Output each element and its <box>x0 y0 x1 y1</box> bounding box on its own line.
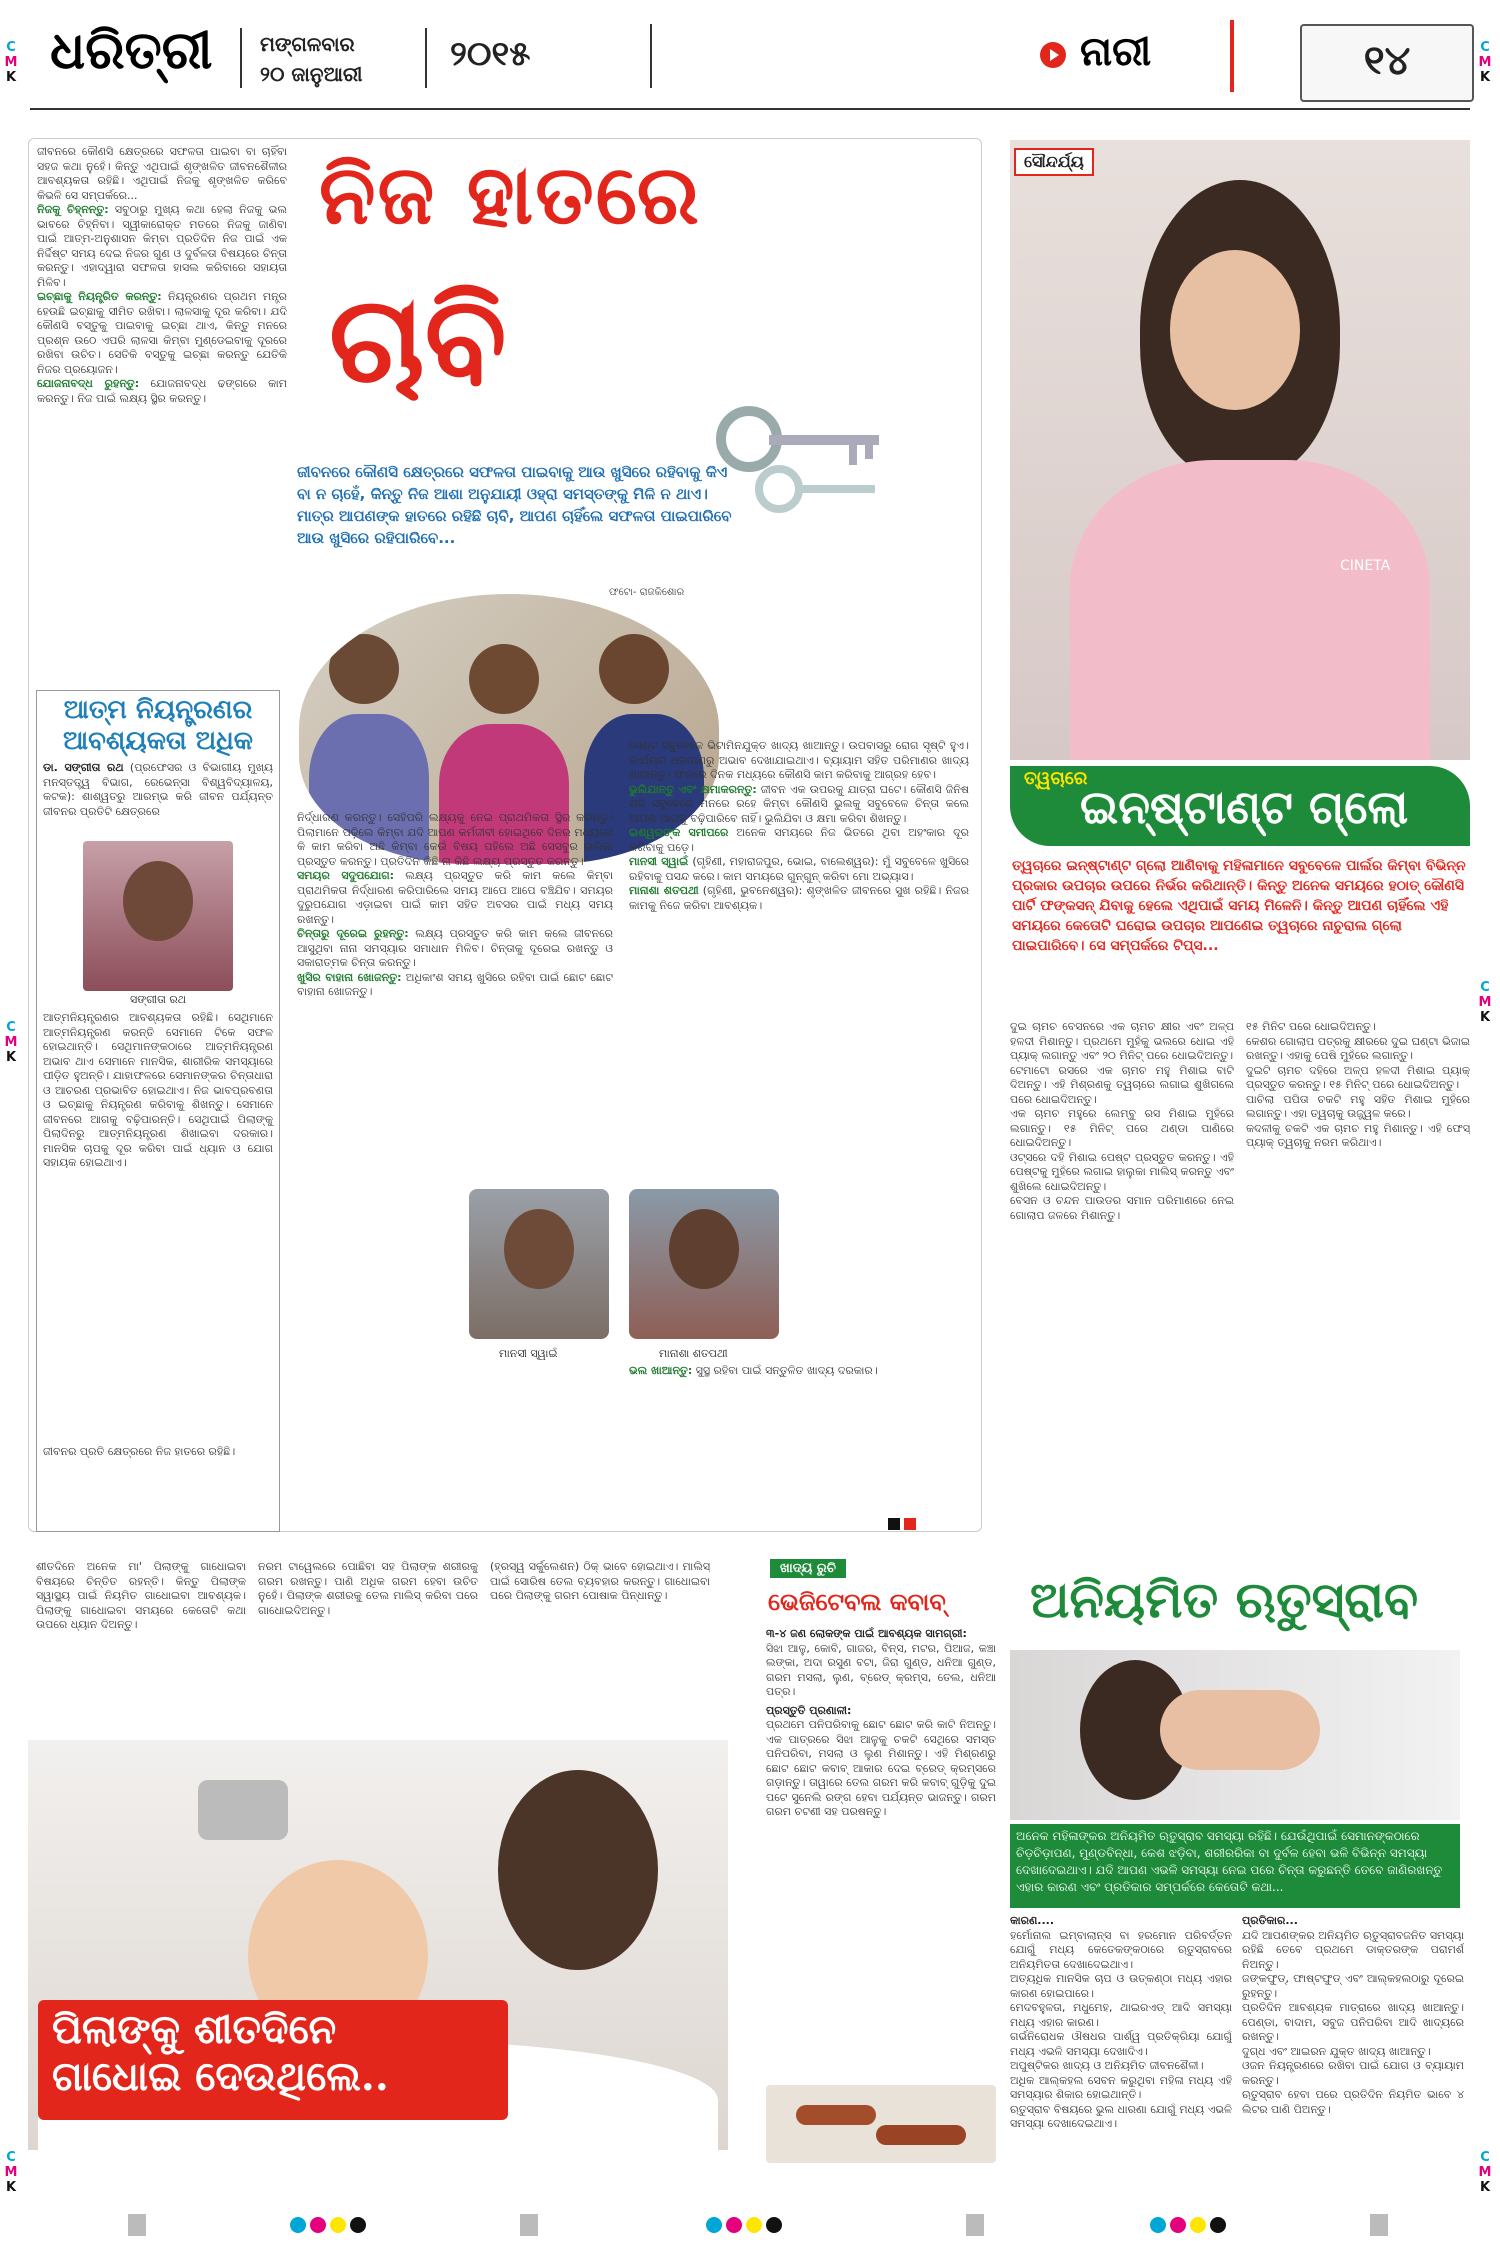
issue-year: ୨୦୧୫ <box>450 34 531 74</box>
watermark-text: CINETA <box>1340 558 1391 574</box>
main-headline-line1: ନିଜ ହାତରେ <box>319 147 701 243</box>
newspaper-logo: ଧରିତ୍ରୀ <box>50 20 213 81</box>
masthead <box>30 20 1470 100</box>
main-story-col1: ଜୀବନରେ କୌଣସି କ୍ଷେତ୍ରରେ ସଫଳତା ପାଇବା ବା ଚାହିଁବା ସହଜ କଥା ନୁହେଁ। କିନ୍ତୁ ଏଥିପାଇଁ ଶୃଙ୍ଖଳିତ ଜୀବନଶୈଳୀର ଆବଶ୍ୟକତା ରହିଛି। ଏଥିପାଇଁ ନିଜକୁ ଶୃଙ୍ଖଳିତ କରିବେ କିଭଳି ସେ ସମ୍ପର୍କରେ... ନିଜକୁ ଚିହ୍ନନ୍ତୁ: ସବୁଠାରୁ ମୁଖ୍ୟ କଥା ହେଲା ନିଜକୁ ଭଲ ଭାବରେ ଚିହ୍ନିବା। ସ୍ୱୀକାରୋକ୍ତ ମତରେ ନିଜକୁ ଜାଣିବା ପାଇଁ ଆତ୍ମ-ଅନୁଶାସନ କିମ୍ବା ପ୍ରତିଦିନ ନିଜ ପାଇଁ ଏକ ନିର୍ଦ୍ଦିଷ୍ଟ ସମୟ ଦେଇ ନିଜର ଗୁଣ ଓ ଦୁର୍ବଳତା ବିଷୟରେ ଚିନ୍ତା କରନ୍ତୁ। ଏହାଦ୍ୱାରା ସଫଳତା ହାସଲ କରିବାରେ ସହାୟତା ମିଳିବ। ଇଚ୍ଛାକୁ ନିୟନ୍ତ୍ରିତ କରନ୍ତୁ: ନିୟନ୍ତ୍ରଣର ପ୍ରଥମ ମନ୍ତ୍ର ହେଉଛି ଇଚ୍ଛାକୁ ସୀମିତ ରଖିବା। ଲାଳସାକୁ ଦୂର କରିବା। ଯଦି କୌଣସି ବସ୍ତୁକୁ ପାଇବାକୁ ଇଚ୍ଛା ଥାଏ, କିନ୍ତୁ ମନରେ ପ୍ରଶ୍ନ ଉଠେ ଏପରି ଲାଳସା କିମ୍ବା ମୁଣ୍ଡେଇବାକୁ ଦୂରରେ ରଖିବା ଉଚିତ। ସେତିକି ବସ୍ତୁକୁ ଇଚ୍ଛା କରନ୍ତୁ ଯେତିକି ନିଜର ପ୍ରୟୋଜନ। ଯୋଜନାବଦ୍ଧ ରୁହନ୍ତୁ: ଯୋଜନାବଦ୍ଧ ଢଙ୍ଗରେ କାମ କରନ୍ତୁ। ନିଜ ପାଇଁ ଲକ୍ଷ୍ୟ ସ୍ଥିର କରନ୍ତୁ। <box>37 145 287 405</box>
portrait-photo <box>629 1189 779 1339</box>
recipe-body: ୩-୪ ଜଣ ଲୋକଙ୍କ ପାଇଁ ଆବଶ୍ୟକ ସାମଗ୍ରୀ: ସିଝା ଆଳୁ, କୋବି, ଗାଜର, ବିନ୍ସ, ମଟର, ପିଆଜ, କଞ୍ଚା ଲଙ୍କା, ଅଦା ରସୁଣ ବଟା, ଜିରା ଗୁଣ୍ଡ, ଧନିଆ ଗୁଣ୍ଡ, ଗରମ ମସଲା, ଲୁଣ, ବ୍ରେଡ୍ କ୍ରମ୍ସ, ତେଲ, ଧନିଆ ପତ୍ର। ପ୍ରସ୍ତୁତି ପ୍ରଣାଳୀ: ପ୍ରଥମେ ପନିପରିବାକୁ ଛୋଟ ଛୋଟ କରି କାଟି ନିଅନ୍ତୁ। ଏକ ପାତ୍ରରେ ସିଝା ଆଳୁକୁ ଚକଟି ସେଥିରେ ସମସ୍ତ ପନିପରିବା, ମସଲା ଓ ଲୁଣ ମିଶାନ୍ତୁ। ଏହି ମିଶ୍ରଣରୁ ଛୋଟ ଛୋଟ କବାବ୍ ଆକାର ଦେଇ ବ୍ରେଡ୍ କ୍ରମ୍ସରେ ଗଡ଼ାନ୍ତୁ। ତାୱାରେ ତେଲ ଗରମ କରି କବାବ୍ ଗୁଡ଼ିକୁ ଦୁଇ ପଟେ ସୁନେଲି ରଙ୍ଗ ହେବା ପର୍ଯ୍ୟନ୍ତ ଭାଜନ୍ତୁ। ଗରମ ଗରମ ଚଟଣୀ ସହ ପରଷନ୍ତୁ। <box>766 1627 996 1818</box>
main-intro: ଜୀବନରେ କୌଣସି କ୍ଷେତ୍ରରେ ସଫଳତା ପାଇବାକୁ ଆଉ ଖୁସିରେ ରହିବାକୁ କିଏ ବା ନ ଚାହେଁ, କିନ୍ତୁ ନିଜ ଆଶା ଅନୁଯାୟୀ ଓହ୍ରା ସମସ୍ତଙ୍କୁ ମିଳି ନ ଥାଏ। ମାତ୍ର ଆପଣଙ୍କ ହାତରେ ରହିଛି ଚାବି, ଆପଣ ଚାହିଁଲେ ସଫଳତା ପାଇପାରିବେ ଆଉ ଖୁସିରେ ରହିପାରିବେ... <box>297 463 732 547</box>
quote-title-line1: ଆତ୍ମ ନିୟନ୍ତ୍ରଣର <box>63 695 253 725</box>
expert-quote-box: ଆତ୍ମ ନିୟନ୍ତ୍ରଣର ଆବଶ୍ୟକତା ଅଧିକ ଡା. ସଙ୍ଗୀତା ରଥ (ପ୍ରଫେସର ଓ ବିଭାଗୀୟ ମୁଖ୍ୟ ମନସ୍ତତ୍ତ୍ୱ ବିଭାଗ, ରେଭେନ୍ସା ବିଶ୍ୱବିଦ୍ୟାଳୟ, କଟକ): ଶାଶ୍ୱତରୁ ଆରମ୍ଭ କରି ଜୀବନ ପର୍ଯ୍ୟନ୍ତ ଜୀବନର ପ୍ରତିଟି କ୍ଷେତ୍ରରେ ସଙ୍ଗୀତା ରଥ ଆତ୍ମନିୟନ୍ତ୍ରଣର ଆବଶ୍ୟକତା ରହିଛି। ସେଥିମାନେ ଆତ୍ମନିୟନ୍ତ୍ରଣ କରନ୍ତି ସେମାନେ ଟିକେ ସଫଳ ହୋଇଥାନ୍ତି। ସେଥିମାନଙ୍କଠାରେ ଆତ୍ମନିୟନ୍ତ୍ରଣ ଅଭାବ ଥାଏ ସେମାନେ ମାନସିକ, ଶାରୀରିକ ସମସ୍ୟାରେ ପୀଡ଼ିତ ହୁଅନ୍ତି। ଯାହାଫଳରେ ସେମାନଙ୍କର ଚିନ୍ତାଧାରା ଓ ଆଚରଣ ପ୍ରଭାବିତ ହୋଇଥାଏ। ନିଜ ଭାବପ୍ରବଣତା ଓ ଇଚ୍ଛାକୁ ନିୟନ୍ତ୍ରଣ କରିବାକୁ ଶିଖନ୍ତୁ। ସେମାନେ ଜୀବନରେ ଆଗକୁ ବଢ଼ିପାରନ୍ତି। ସେଥିପାଇଁ ପିଲାଙ୍କୁ ପିଲାଦିନରୁ ଆତ୍ମନିୟନ୍ତ୍ରଣ ଶିଖାଇବା ଦରକାର। ମାନସିକ ଚାପକୁ ଦୂର କରିବା ପାଇଁ ଧ୍ୟାନ ଓ ଯୋଗ ସହାୟକ ହୋଇଥାଏ। ଜୀବନର ପ୍ରତି କ୍ଷେତ୍ରରେ ନିଜ ହାତରେ ରହିଛି। <box>36 690 280 1532</box>
issue-date: ୨୦ ଜାନୁଆରୀ <box>260 62 363 86</box>
section-title: ନାରୀ <box>1080 28 1152 75</box>
quote-text-end: ଜୀବନର ପ୍ରତି କ୍ଷେତ୍ରରେ ନିଜ ହାତରେ ରହିଛି। <box>43 1445 236 1458</box>
recipe-title: ଭେଜିଟେବଲ କବାବ୍ <box>768 1587 946 1616</box>
menstrual-remedies: ପ୍ରତିକାର... ଯଦି ଆପଣଙ୍କର ଅନିୟମିତ ଋତୁସ୍ରାବଜନିତ ସମସ୍ୟା ରହିଛି ତେବେ ପ୍ରଥମେ ଡାକ୍ତରଙ୍କ ପରାମର୍ଶ ନିଅନ୍ତୁ। ଜଙ୍କଫୁଡ୍, ଫାଷ୍ଟଫୁଡ୍ ଏବଂ ଆଲ୍‌କହଲଠାରୁ ଦୂରେଇ ରୁହନ୍ତୁ। ପ୍ରତିଦିନ ଆବଶ୍ୟକ ମାତ୍ରାରେ ଖାଦ୍ୟ ଖାଆନ୍ତୁ। ପେଣ୍ଡା, ବାଦାମ, ସବୁଜ ପନିପରିବା ଆଦି ଖାଦ୍ୟରେ ରଖନ୍ତୁ। ଦୁଗ୍ଧ ଏବଂ ଆଇରନ ଯୁକ୍ତ ଖାଦ୍ୟ ଖାଆନ୍ତୁ। ଓଜନ ନିୟନ୍ତ୍ରଣରେ ରଖିବା ପାଇଁ ଯୋଗ ଓ ବ୍ୟାୟାମ କରନ୍ତୁ। ଋତୁସ୍ରାବ ହେବା ପରେ ପ୍ରତିଦିନ ନିୟମିତ ଭାବେ ୪ ଲିଟର ପାଣି ପିଅନ୍ତୁ। <box>1242 1914 1464 2116</box>
beauty-headline-banner <box>1010 766 1470 846</box>
beauty-headline: ଇନ୍‌ଷ୍ଟାଣ୍ଟ ଗ୍ଲୋ <box>1080 780 1409 834</box>
main-story-col3: ସେଣ୍ଟ ସବୁବେଳେ ଭିଟାମିନଯୁକ୍ତ ଖାଦ୍ୟ ଖାଆନ୍ତୁ। ଉପବାସରୁ ରୋଗ ସୃଷ୍ଟି ହୁଏ। କାର୍ଯ୍ୟର ଥକାପଣରୁ ଅଭାବ ଦେଖାଯାଇଥାଏ। ବ୍ୟାୟାମ ସହିତ ପରିମାଣର ଖାଦ୍ୟ ଖାଆନ୍ତୁ। ଫଳରେ ଦିନକ ମଧ୍ୟରେ କୌଣସି କାମ କରିବାକୁ ଆଗ୍ରହ ହେବ। ଭୁଲିଯାନ୍ତୁ ଏବଂ କ୍ଷମାକରନ୍ତୁ: ଜୀବନ ଏକ ଉପରକୁ ଯାତ୍ରା ଘଟେ। କୌଣସି ଜିନିଷ ଯଦି ସବୁବେଳେ ମନରେ ରହେ କିମ୍ବା କୌଣସି ଭୁଲକୁ ସବୁବେଳେ ଚିନ୍ତା କଲେ ଆପଣ ଆଗକୁ ବଢ଼ିପାରିବେ ନାହିଁ। ଭୁଲିଯିବା ଓ କ୍ଷମା କରିବା ଶିଖନ୍ତୁ। ଇଶ୍ୱରଙ୍କ ସମୀପରେ ଅନେକ ସମୟରେ ନିଜ ଭିତରେ ଥିବା ଅହଂକାର ଦୂର କରିବାକୁ ପଡ଼େ। ମାନସୀ ସ୍ୱାଇଁ (ଗୃହିଣୀ, ମହାରାଜପୁର, ଭୋଇ, ବାଲେଶ୍ୱର): ମୁଁ ସବୁବେଳେ ଖୁସିରେ ରହିବାକୁ ପସନ୍ଦ କରେ। କାମ ସମୟରେ ଗୁନ୍ଗୁନ୍ କରିବା ମୋ ଅଭ୍ୟାସ। ମାନାଶା ଶତପଥୀ (ଗୃହିଣୀ, ଭୁବନେଶ୍ୱର): ଶୃଙ୍ଖଳିତ ଜୀବନରେ ସୁଖ ରହିଛି। ନିଜର କାମକୁ ନିଜେ କରିବା ଆବଶ୍ୟକ। <box>629 739 969 912</box>
play-icon <box>1040 42 1066 68</box>
quote-byline: ଡା. ସଙ୍ଗୀତା ରଥ <box>43 761 124 774</box>
registration-mark: C M K <box>1478 980 1492 1025</box>
menstrual-headline: ଅନିୟମିତ ଋତୁସ୍ରାବ <box>1030 1570 1419 1629</box>
menstrual-causes: କାରଣ.... ହର୍ମୋନାଲ ଇମ୍ବାଲାନ୍ସ ବା ହରମୋନ ପରିବର୍ତ୍ତନ ଯୋଗୁଁ ମଧ୍ୟ କେତେକଙ୍କଠାରେ ଋତୁସ୍ରାବରେ ଅନିୟମିତତା ଦେଖାଦେଇଥାଏ। ଅତ୍ୟଧିକ ମାନସିକ ଚାପ ଓ ଉତ୍କଣ୍ଠା ମଧ୍ୟ ଏହାର କାରଣ ହୋଇପାରେ। ମେଦବହୁଳତା, ମଧୁମେହ, ଥାଇରଏଡ୍ ଆଦି ସମସ୍ୟା ମଧ୍ୟ ଏହାର କାରଣ। ଗର୍ଭନିରୋଧକ ଔଷଧର ପାର୍ଶ୍ୱ ପ୍ରତିକ୍ରିୟା ଯୋଗୁଁ ମଧ୍ୟ ଏଭଳି ସମସ୍ୟା ଦେଖାଦିଏ। ଅପୁଷ୍ଟିକର ଖାଦ୍ୟ ଓ ଅନିୟମିତ ଜୀବନଶୈଳୀ। ଅଧିକ ଆଲ୍‌କହଲ ସେବନ କରୁଥିବା ମହିଳା ମଧ୍ୟ ଏହି ସମସ୍ୟାର ଶିକାର ହୋଇଥାନ୍ତି। ଋତୁସ୍ରାବ ବିଷୟରେ ଭୁଲ ଧାରଣା ଯୋଗୁଁ ମଧ୍ୟ ଏଭଳି ସମସ୍ୟା ଦେଖାଦେଇଥାଏ। <box>1010 1914 1232 2130</box>
winter-kids-story <box>28 1560 728 2160</box>
quote-title-line2: ଆବଶ୍ୟକତା ଅଧିକ <box>63 726 253 756</box>
photo-credit: ଫଟୋ- ରାଜକିଶୋର <box>609 587 685 598</box>
registration-mark: C M K <box>4 40 18 85</box>
kebab-photo <box>766 2085 996 2163</box>
recipe-tag: ଖାଦ୍ୟ ରୁଚି <box>770 1559 846 1578</box>
registration-mark: C M K <box>4 2150 18 2195</box>
beauty-tag: ସୌନ୍ଦର୍ଯ୍ୟ <box>1014 148 1094 176</box>
portrait-caption: ମାନାଶା ଶତପଥୀ <box>659 1347 728 1360</box>
beauty-tips-right: ୧୫ ମିନିଟ ପରେ ଧୋଇଦିଅନ୍ତୁ। କେଶର ଗୋଲାପ ପତ୍ରକୁ କ୍ଷୀରରେ ଦୁଇ ଘଣ୍ଟା ଭିଜାଇ ରଖନ୍ତୁ। ଏହାକୁ ପେଷି ମୁହଁରେ ଲଗାନ୍ତୁ। ଦୁଇଟି ଚାମଚ ଦହିରେ ଅଳ୍ପ ହଳଦୀ ମିଶାଇ ପ୍ୟାକ୍ ପ୍ରସ୍ତୁତ କରନ୍ତୁ। ୧୫ ମିନିଟ୍ ପରେ ଧୋଇଦିଅନ୍ତୁ। ପାଚିଲା ପପିତା ଚକଟି ମହୁ ସହିତ ମିଶାଇ ମୁହଁରେ ଲଗାନ୍ତୁ। ଏହା ତ୍ୱଚାକୁ ଉଜ୍ଜ୍ୱଳ କରେ। କଦଳୀକୁ ଚକଟି ଏକ ଚାମଚ ମହୁ ମିଶାନ୍ତୁ। ଏହି ଫେସ୍ ପ୍ୟାକ୍ ତ୍ୱଚାକୁ ନରମ କରିଥାଏ। <box>1246 1020 1470 1149</box>
beauty-tips-left: ଦୁଇ ଚାମଚ ବେସନରେ ଏକ ଚାମଚ କ୍ଷୀର ଏବଂ ଅଳ୍ପ ହଳଦୀ ମିଶାନ୍ତୁ। ପ୍ରଥମେ ମୁହଁକୁ ଭଲରେ ଧୋଇ ଏହି ପ୍ୟାକ୍ ଲଗାନ୍ତୁ ଏବଂ ୨୦ ମିନିଟ୍ ପରେ ଧୋଇଦିଅନ୍ତୁ। ଟେମାଟୋ ରସରେ ଏକ ଚାମଚ ମହୁ ମିଶାଇ ବାଟି ଦିଅନ୍ତୁ। ଏହି ମିଶ୍ରଣକୁ ତ୍ୱଚାରେ ଲଗାଇ ଶୁଖିଗଲେ ପରେ ଧୋଇଦିଅନ୍ତୁ। ଏକ ଚାମଚ ମହୁରେ ଲେମ୍ବୁ ରସ ମିଶାଇ ମୁହଁରେ ଲଗାନ୍ତୁ। ୧୫ ମିନିଟ୍ ପରେ ଥଣ୍ଡା ପାଣିରେ ଧୋଇଦିଅନ୍ତୁ। ଓଟ୍‌ସରେ ଦହି ମିଶାଇ ପେଷ୍ଟ ପ୍ରସ୍ତୁତ କରନ୍ତୁ। ଏହି ପେଷ୍ଟକୁ ମୁହଁରେ ଲଗାଇ ହାଲୁକା ମାଲିସ୍ କରନ୍ତୁ ଏବଂ ଶୁଖିଲେ ଧୋଇଦିଅନ୍ତୁ। ବେସନ ଓ ଚନ୍ଦନ ପାଉଡର ସମାନ ପରିମାଣରେ ନେଇ ଗୋଲାପ ଜଳରେ ମିଶାନ୍ତୁ। <box>1010 1020 1234 1222</box>
recipe-section <box>760 1555 1000 2165</box>
beauty-headline-small: ତ୍ୱଚାରେ <box>1024 768 1088 789</box>
winter-kids-col3: (ହ୍ରସ୍ୱ ସର୍କୁଲେଶନ) ଠିକ୍ ଭାବେ ହୋଇଥାଏ। ମାଲିସ୍ ପାଇଁ ସୋରିଷ ତେଲ ବ୍ୟବହାର କରନ୍ତୁ। ଗାଧୋଇବା ପରେ ପିଲାଙ୍କୁ ଗରମ ପୋଷାକ ପିନ୍ଧାନ୍ତୁ। <box>490 1560 710 1602</box>
winter-headline-line1: ପିଲାଙ୍କୁ ଶୀତଦିନେ <box>52 2006 337 2053</box>
main-headline-line2: ଚାବି <box>329 269 507 410</box>
menstrual-intro: ଅନେକ ମହିଳାଙ୍କର ଅନିୟମିତ ଋତୁସ୍ରାବ ସମସ୍ୟା ରହିଛି। ଯେଉଁଥିପାଇଁ ସେମାନଙ୍କଠାରେ ଚିଡ଼ଚିଡ଼ାପଣ, ମୁଣ୍ଡବିନ୍ଧା, କେଶ ଝଡ଼ିବା, ଶରୀରରିକା ବା ଦୁର୍ବଳ ହେବା ଭଳି ବିଭିନ୍ନ ସମସ୍ୟା ଦେଖାଦେଇଥାଏ। ଯଦି ଆପଣ ଏଭଳି ସମସ୍ୟା ନେଇ ପରେ ଚିନ୍ତା କରୁଛନ୍ତି ତେବେ ଜାଣିରଖନ୍ତୁ ଏହାର କାରଣ ଏବଂ ପ୍ରତିକାର ସମ୍ପର୍କରେ କେତୋଟି କଥା... <box>1010 1824 1460 1908</box>
page-number: ୧୪ <box>1363 38 1411 84</box>
winter-headline-line2: ଗାଧୋଇ ଦେଉଥିଲେ.. <box>52 2053 389 2100</box>
portrait-photo <box>469 1189 609 1339</box>
quote-text: ଆତ୍ମନିୟନ୍ତ୍ରଣର ଆବଶ୍ୟକତା ରହିଛି। ସେଥିମାନେ ଆତ୍ମନିୟନ୍ତ୍ରଣ କରନ୍ତି ସେମାନେ ଟିକେ ସଫଳ ହୋଇଥାନ୍ତି। ସେଥିମାନଙ୍କଠାରେ ଆତ୍ମନିୟନ୍ତ୍ରଣ ଅଭାବ ଥାଏ ସେମାନେ ମାନସିକ, ଶାରୀରିକ ସମସ୍ୟାରେ ପୀଡ଼ିତ ହୁଅନ୍ତି। ଯାହାଫଳରେ ସେମାନଙ୍କର ଚିନ୍ତାଧାରା ଓ ଆଚରଣ ପ୍ରଭାବିତ ହୋଇଥାଏ। ନିଜ ଭାବପ୍ରବଣତା ଓ ଇଚ୍ଛାକୁ ନିୟନ୍ତ୍ରଣ କରିବାକୁ ଶିଖନ୍ତୁ। ସେମାନେ ଜୀବନରେ ଆଗକୁ ବଢ଼ିପାରନ୍ତି। ସେଥିପାଇଁ ପିଲାଙ୍କୁ ପିଲାଦିନରୁ ଆତ୍ମନିୟନ୍ତ୍ରଣ ଶିଖାଇବା ଦରକାର। ମାନସିକ ଚାପକୁ ଦୂର କରିବା ପାଇଁ ଧ୍ୟାନ ଓ ଯୋଗ ସହାୟକ ହୋଇଥାଏ। <box>43 1011 273 1169</box>
portrait-caption: ମାନସୀ ସ୍ୱାଇଁ <box>499 1347 558 1360</box>
winter-kids-col2: ନରମ ଟାୱେଲରେ ପୋଛିବା ସହ ପିଲାଙ୍କ ଶରୀରକୁ ଗରମ ରଖନ୍ତୁ। ପାଣି ଅଧିକ ଗରମ ହେବା ଉଚିତ ନୁହେଁ। ପିଲାଙ୍କ ଶରୀରକୁ ତେଲ ମାଲିସ୍ କରିବା ପରେ ଗାଧୋଇଦିଅନ୍ତୁ। <box>258 1560 478 1617</box>
beauty-intro: ତ୍ୱଚାରେ ଇନ୍‌ଷ୍ଟାଣ୍ଟ ଗ୍ଲୋ ଆଣିବାକୁ ମହିଳାମାନେ ସବୁବେଳେ ପାର୍ଲର କିମ୍ବା ବିଭିନ୍ନ ପ୍ରକାର ଉପଚାର ଉପରେ ନିର୍ଭର କରିଥାନ୍ତି। କିନ୍ତୁ ଅନେକ ସମୟରେ ହଠାତ୍ କୌଣସି ପାର୍ଟି ଫଙ୍କସନ୍ ଯିବାକୁ ହେଲେ ଏଥିପାଇଁ ସମୟ ମିଳେନି। କିନ୍ତୁ ଆପଣ ଚାହିଁଲେ ଏହି ସମୟରେ କେତୋଟି ଘରୋଇ ଉପଚାର ଆପଣେଇ ତ୍ୱଚାରେ ନାଚୁରାଲ ଗ୍ଲୋ ପାଇପାରିବେ। ସେ ସମ୍ପର୍କରେ ଟିପ୍ସ... <box>1012 858 1466 954</box>
winter-kids-headline <box>38 2000 508 2120</box>
main-story-col2: ନିର୍ଦ୍ଧାରଣ କରନ୍ତୁ। ସେହିପରି ଲକ୍ଷ୍ୟକୁ ନେଇ ପ୍ରାଥମିକତା ସ୍ଥିର କରନ୍ତୁ। ପିଲାମାନେ ପଢ଼ିଲେ କିମ୍ବା ଯଦି ଆପଣ କର୍ମଜୀବୀ ହୋଇଥିବେ ଦିନର ମଧ୍ୟରେ କି କାମ କରିବା ଅଛି କିମ୍ବା କେଉଁ ବିଷୟ ପହିଲେ ଅଛି ସେସବୁର ତାଲିକା ପ୍ରସ୍ତୁତ କରନ୍ତୁ। ପ୍ରତିଦିନ କିଛି ନା କିଛି ଲକ୍ଷ୍ୟ ପ୍ରସ୍ତୁତ କରନ୍ତୁ। ସମୟର ସଦୁପଯୋଗ: ଲକ୍ଷ୍ୟ ପ୍ରସ୍ତୁତ କରି କାମ କଲେ କିମ୍ବା ପ୍ରାଥମିକତା ନିର୍ଦ୍ଧାରଣ କରିପାରିଲେ ସମୟ ଆପେ ଆପେ ବଞ୍ଚିଯିବ। ସମୟର ଦୁରୁପଯୋଗ ଏଡ଼ାଇବା ପାଇଁ କାମ ସହିତ ଅବସର ପାଇଁ ମଧ୍ୟ ସମୟ ରଖନ୍ତୁ। ଚିନ୍ତାରୁ ଦୂରେଇ ରୁହନ୍ତୁ: ଲକ୍ଷ୍ୟ ପ୍ରସ୍ତୁତ କରି କାମ କଲେ ଜୀବନରେ ଆସୁଥିବା ନାନା ସମସ୍ୟାର ସମାଧାନ ମିଳିବ। ଚିନ୍ତାକୁ ଦୂରେଇ ରଖନ୍ତୁ ଓ ସକାରାତ୍ମକ ଚିନ୍ତା କରନ୍ତୁ। ଖୁସିର ବାହାନା ଖୋଜନ୍ତୁ: ଅଧିକାଂଶ ସମୟ ଖୁସିରେ ରହିବା ପାଇଁ ଛୋଟ ଛୋଟ ବାହାନା ଖୋଜନ୍ତୁ। <box>297 811 613 998</box>
menstrual-section <box>1010 1570 1470 2170</box>
calendar-page-icon <box>1300 24 1474 102</box>
beauty-photo <box>1010 140 1470 760</box>
registration-mark: C M K <box>1478 2150 1492 2195</box>
sad-woman-photo <box>1010 1650 1460 1820</box>
winter-kids-col1: ଶୀତଦିନେ ଅନେକ ମା' ପିଲାଙ୍କୁ ଗାଧୋଇବା ବିଷୟରେ ଚିନ୍ତିତ ରହନ୍ତି। କିନ୍ତୁ ପିଲାଙ୍କ ସ୍ୱାସ୍ଥ୍ୟ ପାଇଁ ନିୟମିତ ଗାଧୋଇବା ଆବଶ୍ୟକ। ପିଲାଙ୍କୁ ଗାଧୋଇବା ସମୟରେ କେତୋଟି କଥା ଉପରେ ଧ୍ୟାନ ଦିଅନ୍ତୁ। <box>36 1560 246 1631</box>
expert-photo <box>83 841 233 991</box>
main-story-col3-end: ଭଲ ଖାଆନ୍ତୁ: ସୁସ୍ଥ ରହିବା ପାଇଁ ସନ୍ତୁଳିତ ଖାଦ୍ୟ ଦରକାର। <box>629 1364 878 1377</box>
issue-day: ମଙ୍ଗଳବାର <box>260 32 355 56</box>
beauty-section <box>1010 140 1470 1560</box>
expert-photo-caption: ସଙ୍ଗୀତା ରଥ <box>130 993 186 1006</box>
registration-mark: C M K <box>4 1020 18 1065</box>
registration-mark: C M K <box>1478 40 1492 85</box>
